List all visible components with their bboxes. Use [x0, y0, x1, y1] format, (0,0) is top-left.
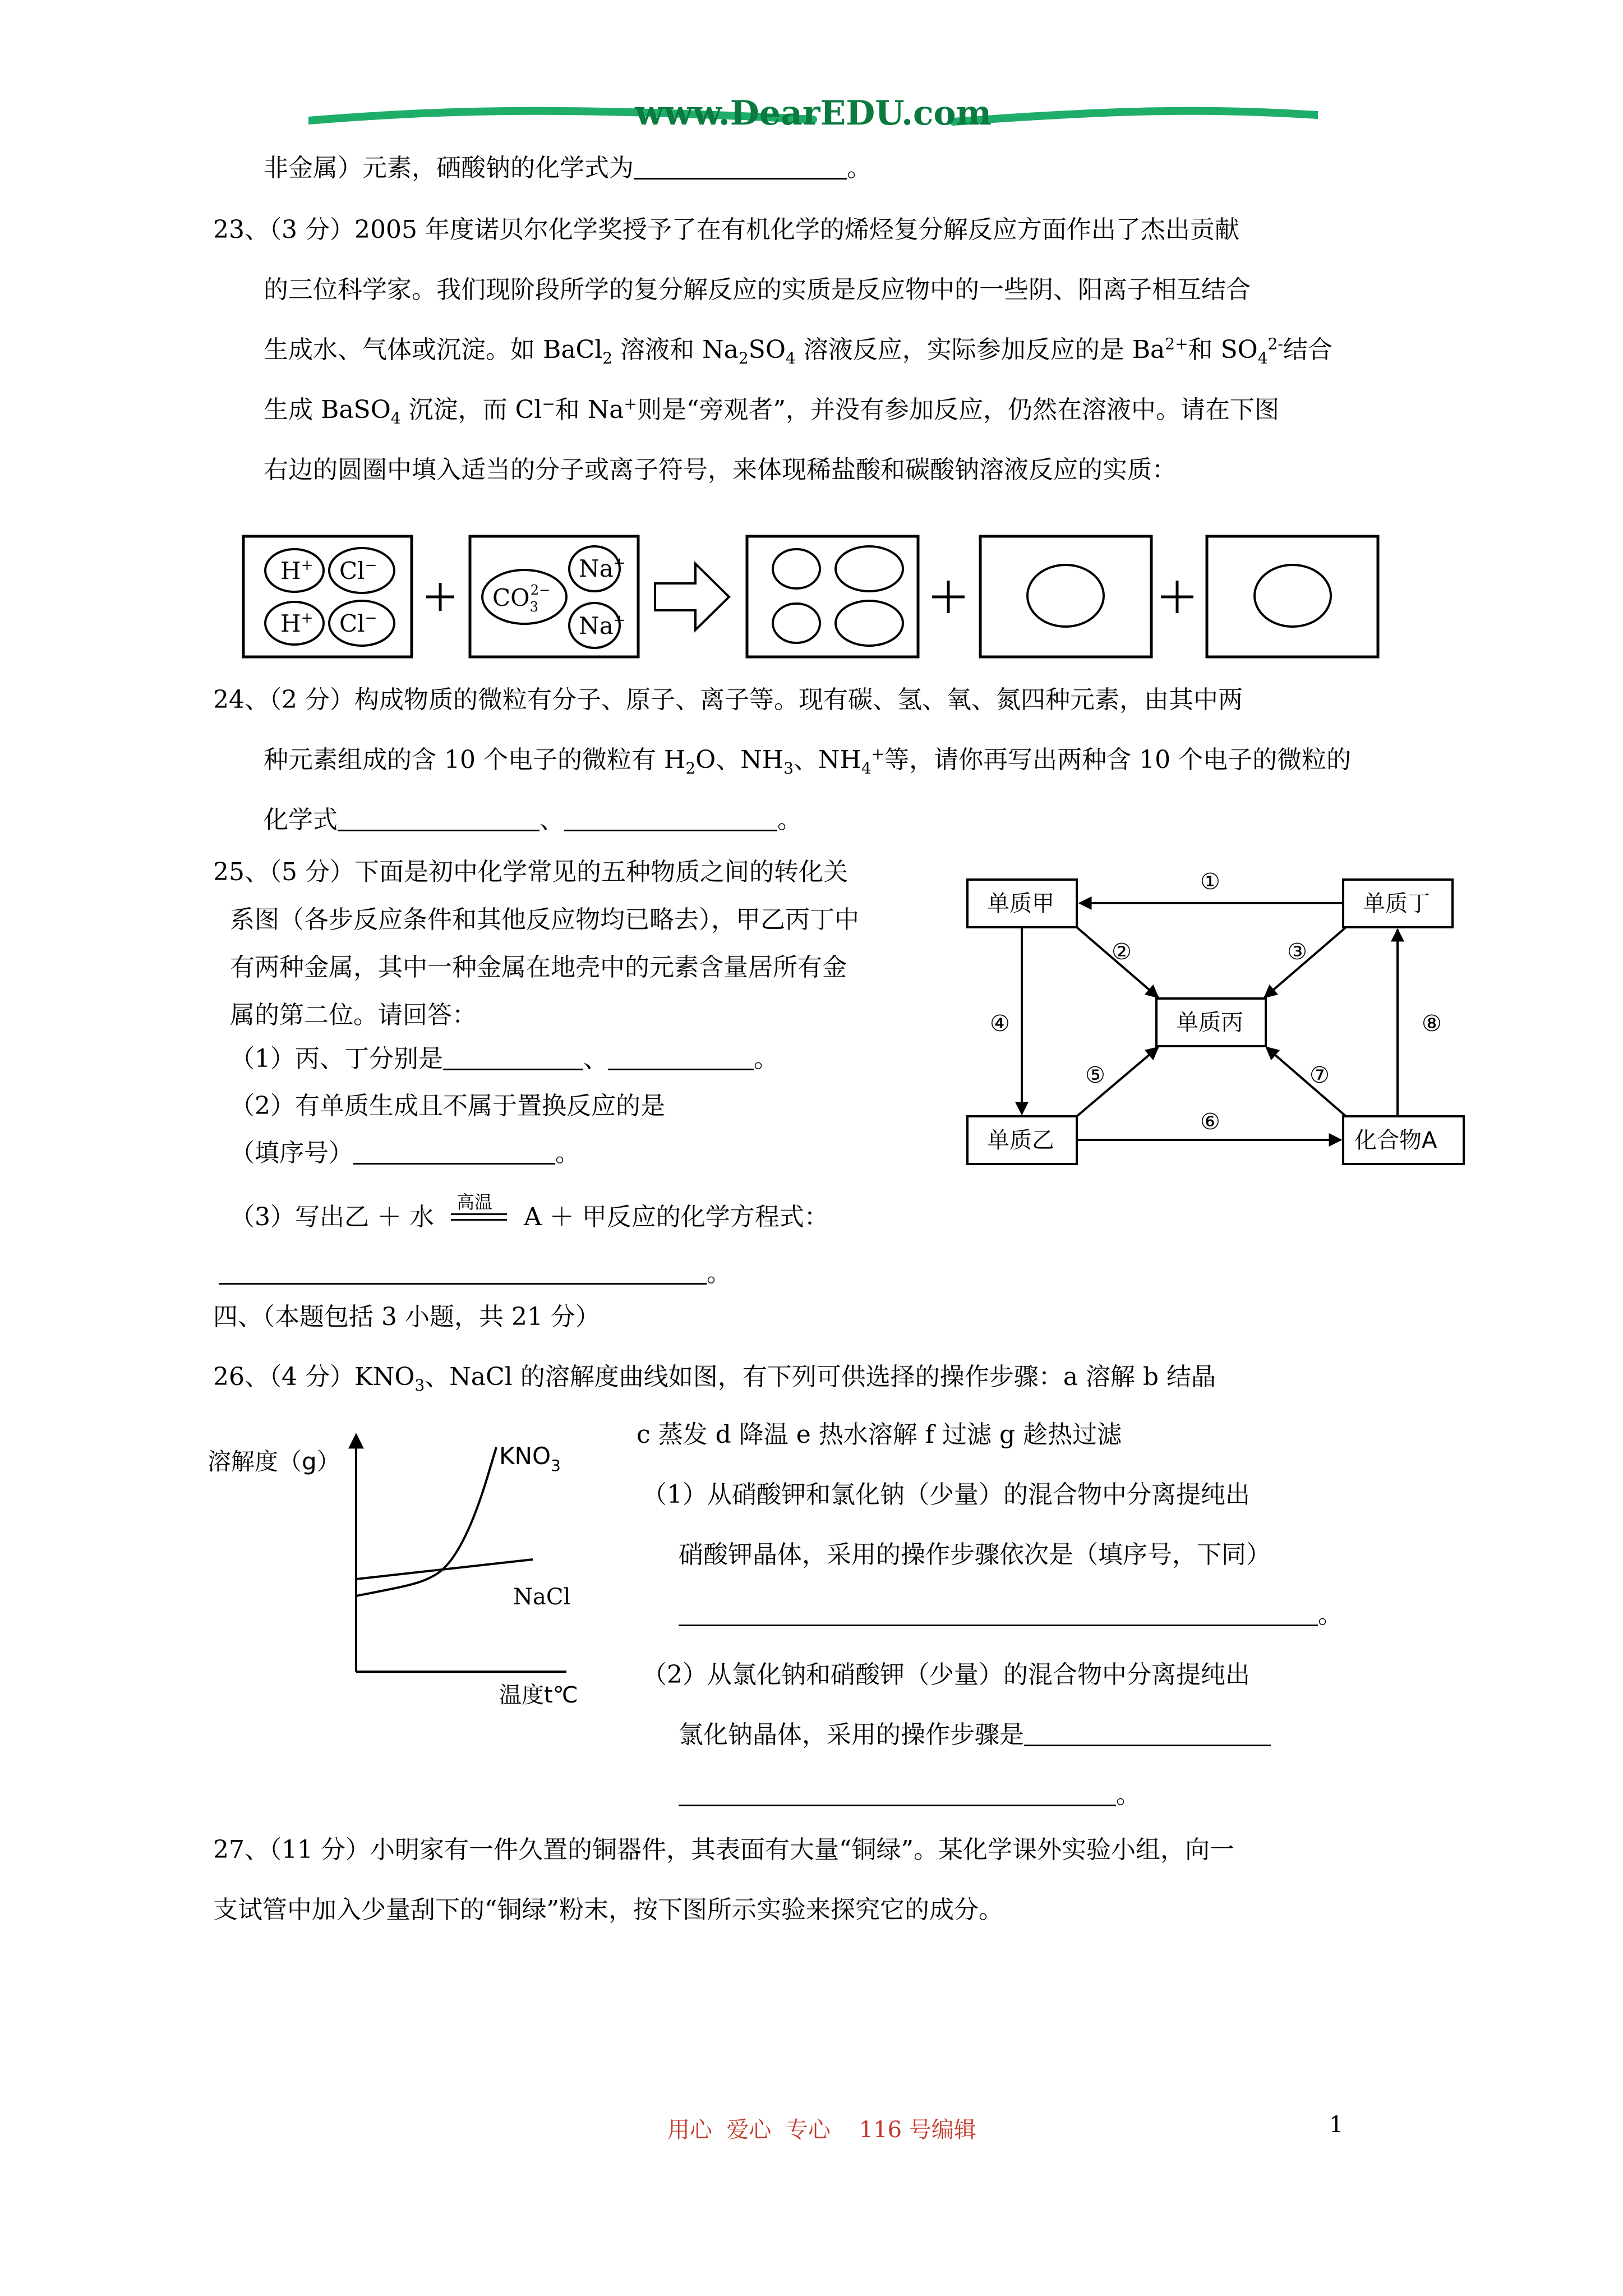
node-ding: 单质丁 [1363, 891, 1430, 917]
q25-line-1: 25、（5 分）下面是初中化学常见的五种物质之间的转化关 [213, 858, 848, 886]
answer-blank[interactable] [634, 153, 847, 180]
q25-part-3: （3）写出乙 ＋ 水 高温 A ＋ 甲反应的化学方程式： [230, 1191, 829, 1231]
q26-line-2: c 蒸发 d 降温 e 热水溶解 f 过滤 g 趁热过滤 [637, 1420, 1122, 1449]
q23-line-3: 生成水、气体或沉淀。如 BaCl$_2$ 溶液和 $Na_2SO_4$ 溶液反应，实际参加反应的是 $Ba^{2+}$和 $SO_4^{2-}$结合 [264, 334, 1332, 367]
svg-text:Na+: Na+ [579, 612, 626, 639]
q26-part-1b: 硝酸钾晶体，采用的操作步骤依次是（填序号，下同） [679, 1540, 1271, 1569]
svg-text:Cl−: Cl− [339, 610, 377, 637]
answer-blank[interactable] [679, 1600, 1318, 1626]
q25-part-2b: （填序号） 。 [230, 1139, 580, 1167]
answer-blank[interactable] [564, 805, 777, 831]
svg-text:Cl−: Cl− [339, 557, 377, 585]
q26-part-2a: （2）从氯化钠和硝酸钾（少量）的混合物中分离提纯出 [642, 1660, 1250, 1689]
svg-text:CO32−: $CO_32-$ [492, 582, 551, 615]
page-number: 1 [1329, 2112, 1344, 2138]
q27-line-1: 27、（11 分）小明家有一件久置的铜器件，其表面有大量“铜绿”。某化学课外实验小组，向一 [213, 1835, 1234, 1864]
q26-line-1: 26、（4 分）$KNO_3$、NaCl 的溶解度曲线如图，有下列可供选择的操作步骤：a 溶解 b 结晶 [213, 1363, 1216, 1395]
node-compound: 化合物A [1354, 1128, 1437, 1153]
y-axis-label: 溶解度（g） [208, 1448, 340, 1475]
node-bing: 单质丙 [1176, 1010, 1243, 1036]
x-axis-label: 温度t℃ [499, 1682, 578, 1708]
section-4-title: 四、（本题包括 3 小题，共 21 分） [213, 1303, 600, 1331]
svg-text:②: ② [1112, 939, 1132, 965]
answer-blank[interactable] [338, 805, 540, 831]
q26-part-1-answer: 。 [679, 1598, 1343, 1632]
high-temp-condition: 高温 [451, 1208, 507, 1230]
solubility-curve-sketch [208, 1425, 611, 1717]
answer-blank[interactable] [608, 1044, 754, 1070]
svg-text:④: ④ [990, 1011, 1010, 1037]
svg-text:③: ③ [1287, 939, 1307, 965]
ion-reaction-diagram [241, 533, 1380, 668]
answer-blank[interactable] [679, 1780, 1116, 1806]
q25-line-3: 有两种金属，其中一种金属在地壳中的元素含量居所有金 [230, 953, 847, 982]
kno3-label: $KNO_3$ [499, 1442, 561, 1475]
svg-text:Na+: Na+ [579, 555, 626, 582]
q26-part-2-answer: 。 [679, 1778, 1141, 1812]
answer-blank[interactable] [219, 1258, 707, 1285]
footer-text: 用心 爱心 专心 116 号编辑 [667, 2117, 976, 2143]
q23-line-5: 右边的圆圈中填入适当的分子或离子符号，来体现稀盐酸和碳酸钠溶液反应的实质： [264, 455, 1177, 484]
nacl-label: NaCl [513, 1584, 571, 1610]
q26-part-1a: （1）从硝酸钾和氯化钠（少量）的混合物中分离提纯出 [642, 1480, 1250, 1509]
q24-line-2: 种元素组成的含 10 个电子的微粒有 $H_2O$、$NH_3$、$NH_4^+$等，请你再写出两种含 10 个电子的微粒的 [264, 744, 1352, 777]
q25-part-1: （1）丙、丁分别是 、 。 [230, 1045, 778, 1073]
svg-text:H+: H+ [280, 610, 313, 637]
q25-line-4: 属的第二位。请回答： [230, 1001, 477, 1029]
answer-blank[interactable] [1024, 1720, 1271, 1746]
answer-blank[interactable] [353, 1138, 555, 1165]
svg-text:H+: H+ [280, 557, 313, 585]
q25-line-2: 系图（各步反应条件和其他反应物均已略去），甲乙丙丁中 [230, 905, 859, 934]
q23-line-1: 23、（3 分）2005 年度诺贝尔化学奖授予了在有机化学的烯烃复分解反应方面作出了杰出贡献 [213, 215, 1239, 244]
svg-text:⑧: ⑧ [1422, 1011, 1442, 1037]
node-yi: 单质乙 [987, 1128, 1054, 1153]
q23-line-2: 的三位科学家。我们现阶段所学的复分解反应的实质是反应物中的一些阴、阳离子相互结合 [264, 275, 1251, 304]
svg-text:⑦: ⑦ [1310, 1062, 1330, 1088]
kno3-curve [356, 1447, 496, 1596]
nacl-line [356, 1559, 533, 1579]
svg-text:①: ① [1200, 869, 1220, 895]
q25-part-3-answer: 。 [219, 1257, 731, 1290]
node-jia: 单质甲 [987, 891, 1054, 917]
answer-blank[interactable] [443, 1044, 583, 1070]
svg-text:⑥: ⑥ [1200, 1109, 1220, 1135]
page-header [308, 94, 1318, 149]
q22-tail: 非金属）元素，硒酸钠的化学式为 。 [264, 154, 872, 182]
conversion-diagram [965, 847, 1469, 1195]
q26-part-2b: 氯化钠晶体，采用的操作步骤是 [679, 1718, 1271, 1752]
header-site-name: www.DearEDU.com [634, 94, 992, 133]
q24-line-1: 24、（2 分）构成物质的微粒有分子、原子、离子等。现有碳、氢、氧、氮四种元素，由其中两 [213, 685, 1243, 714]
svg-text:⑤: ⑤ [1085, 1062, 1105, 1088]
q25-part-2: （2）有单质生成且不属于置换反应的是 [230, 1092, 665, 1120]
q23-line-4: 生成 BaSO$_4$ 沉淀，而 Cl−和 Na+则是“旁观者”，并没有参加反应，仍然在溶液中。请在下图 [264, 394, 1279, 427]
q24-line-3: 化学式 、 。 [264, 806, 802, 834]
q27-line-2: 支试管中加入少量刮下的“铜绿”粉末，按下图所示实验来探究它的成分。 [213, 1895, 1003, 1924]
